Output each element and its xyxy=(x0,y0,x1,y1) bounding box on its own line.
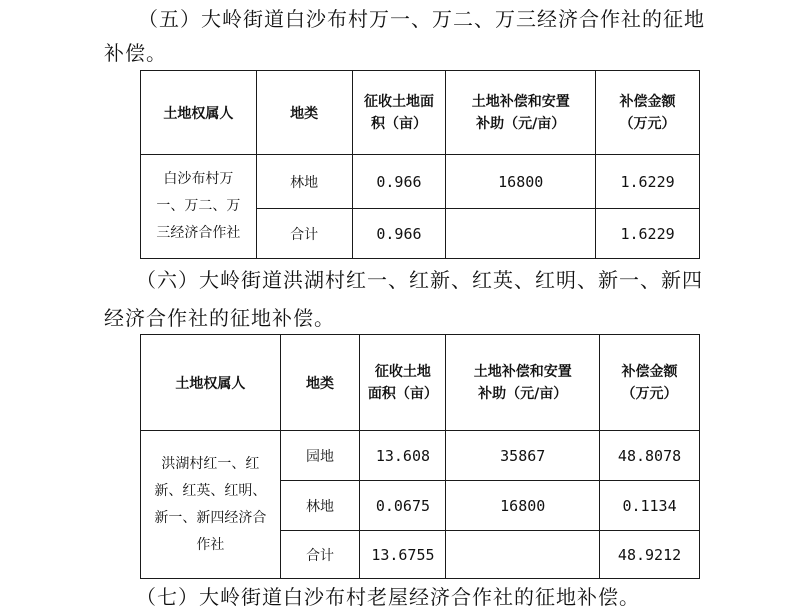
rate-cell: 35867 xyxy=(446,431,600,481)
amount-cell: 48.9212 xyxy=(600,531,700,579)
section5-heading-line2: 补偿。 xyxy=(104,41,167,65)
section5-compensation-table xyxy=(140,70,700,259)
header-land-type: 地类 xyxy=(256,71,352,155)
area-cell: 13.608 xyxy=(360,431,446,481)
header-rate: 土地补偿和安置 补助（元/亩） xyxy=(446,71,596,155)
area-cell: 0.966 xyxy=(352,155,446,209)
amount-cell: 0.1134 xyxy=(600,481,700,531)
rate-cell xyxy=(446,209,596,259)
section6-heading-line1: （六）大岭街道洪湖村红一、红新、红英、红明、新一、新四 xyxy=(136,268,703,292)
header-area: 征收土地面 积（亩） xyxy=(352,71,446,155)
amount-cell: 48.8078 xyxy=(600,431,700,481)
owner-cell: 白沙布村万 一、万二、万 三经济合作社 xyxy=(141,155,257,259)
amount-cell: 1.6229 xyxy=(596,155,700,209)
area-cell: 0.0675 xyxy=(360,481,446,531)
header-rate: 土地补偿和安置 补助（元/亩） xyxy=(446,335,600,431)
land-type-cell: 合计 xyxy=(280,531,360,579)
section7-heading-line1: （七）大岭街道白沙布村老屋经济合作社的征地补偿。 xyxy=(136,585,640,609)
header-owner: 土地权属人 xyxy=(141,335,281,431)
land-type-cell: 林地 xyxy=(256,155,352,209)
owner-cell: 洪湖村红一、红 新、红英、红明、 新一、新四经济合 作社 xyxy=(141,431,281,579)
rate-cell xyxy=(446,531,600,579)
header-owner: 土地权属人 xyxy=(141,71,257,155)
rate-cell: 16800 xyxy=(446,155,596,209)
amount-cell: 1.6229 xyxy=(596,209,700,259)
rate-cell: 16800 xyxy=(446,481,600,531)
area-cell: 0.966 xyxy=(352,209,446,259)
land-type-cell: 园地 xyxy=(280,431,360,481)
table-row xyxy=(141,155,700,209)
header-amount: 补偿金额 （万元） xyxy=(596,71,700,155)
section6-compensation-table xyxy=(140,334,700,579)
header-area: 征收土地 面积（亩） xyxy=(360,335,446,431)
section6-heading-line2: 经济合作社的征地补偿。 xyxy=(104,306,335,330)
land-type-cell: 林地 xyxy=(280,481,360,531)
area-cell: 13.6755 xyxy=(360,531,446,579)
header-amount: 补偿金额 （万元） xyxy=(600,335,700,431)
section5-heading-line1: （五）大岭街道白沙布村万一、万二、万三经济合作社的征地 xyxy=(138,7,705,31)
land-type-cell: 合计 xyxy=(256,209,352,259)
table-header-row xyxy=(141,335,700,431)
header-land-type: 地类 xyxy=(280,335,360,431)
table-header-row xyxy=(141,71,700,155)
table-row xyxy=(141,431,700,481)
